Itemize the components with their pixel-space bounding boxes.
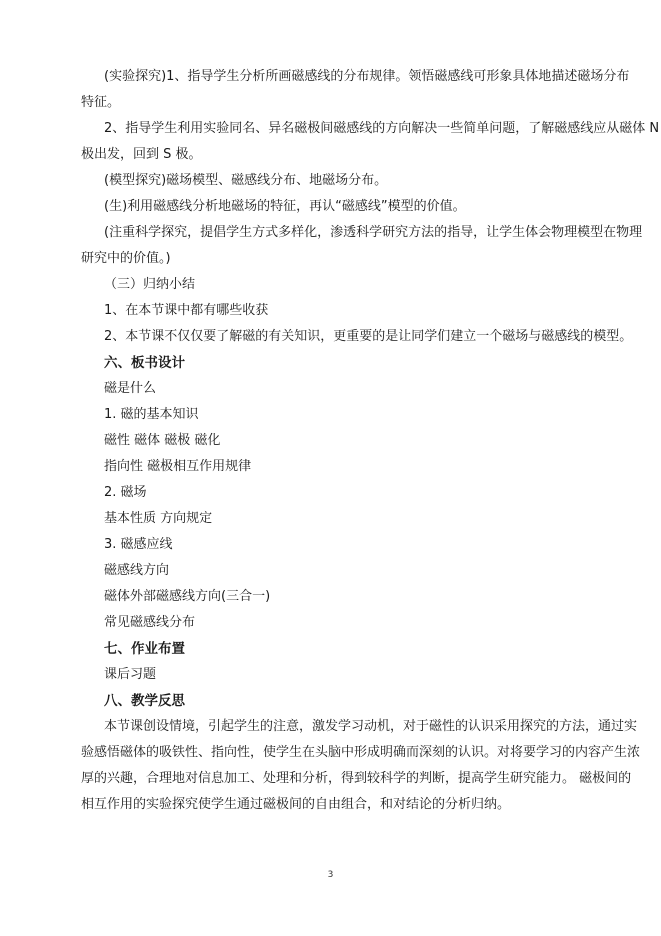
summary-item-2: 2、本节课不仅仅要了解磁的有关知识，更重要的是让同学们建立一个磁场与磁感线的模型。	[104, 329, 633, 344]
paragraph-guide-line-2: 极出发，回到 S 极。	[81, 147, 202, 162]
reflection-line-4: 相互作用的实验探究使学生通过磁极间的自由组合，和对结论的分析归纳。	[81, 797, 511, 812]
board-item-properties: 基本性质 方向规定	[104, 511, 213, 526]
heading-reflection: 八、教学反思	[104, 693, 185, 709]
paragraph-student-analysis: (生)利用磁感线分析地磁场的特征，再认“磁感线”模型的价值。	[104, 199, 466, 214]
paragraph-model-explore: (模型探究)磁场模型、磁感线分布、地磁场分布。	[104, 173, 388, 188]
reflection-line-3: 厚的兴趣，合理地对信息加工、处理和分析，得到较科学的判断，提高学生研究能力。 磁极间的	[81, 771, 632, 786]
paragraph-note-line-1: (注重科学探究，提倡学生方式多样化，渗透科学研究方法的指导，让学生体会物理模型在物理	[104, 225, 643, 240]
paragraph-experiment-line-2: 特征。	[81, 95, 121, 110]
paragraph-guide-line-1: 2、指导学生利用实验同名、异名磁极间磁感线的方向解决一些简单问题，了解磁感线应从磁体 N	[104, 121, 660, 136]
board-item-line-direction: 磁感线方向	[104, 563, 170, 578]
summary-item-1: 1、在本节课中都有哪些收获	[104, 303, 269, 318]
paragraph-experiment-line-1: (实验探究)1、指导学生分析所画磁感线的分布规律。领悟磁感线可形象具体地描述磁场分布	[104, 69, 630, 84]
homework-item: 课后习题	[104, 667, 157, 682]
reflection-line-1: 本节课创设情境，引起学生的注意，激发学习动机，对于磁性的认识采用探究的方法，通过实	[104, 719, 638, 734]
paragraph-note-line-2: 研究中的价值。)	[81, 251, 171, 266]
board-item-induction-lines: 3. 磁感应线	[104, 537, 173, 552]
board-item-external-direction: 磁体外部磁感线方向(三合一)	[104, 589, 271, 604]
reflection-line-2: 验感悟磁体的吸铁性、指向性，使学生在头脑中形成明确而深刻的认识。对将要学习的内容产生浓	[81, 745, 641, 760]
board-item-common-distribution: 常见磁感线分布	[104, 615, 196, 630]
board-item-field: 2. 磁场	[104, 485, 147, 500]
board-item-terms: 磁性 磁体 磁极 磁化	[104, 433, 221, 448]
section-summary-heading: （三）归纳小结	[104, 277, 196, 292]
board-title: 磁是什么	[104, 381, 157, 396]
heading-board-design: 六、板书设计	[104, 355, 185, 371]
page-number: 3	[327, 870, 334, 880]
board-item-direction: 指向性 磁极相互作用规律	[104, 459, 252, 474]
heading-homework: 七、作业布置	[104, 641, 185, 657]
board-item-basic: 1. 磁的基本知识	[104, 407, 199, 422]
